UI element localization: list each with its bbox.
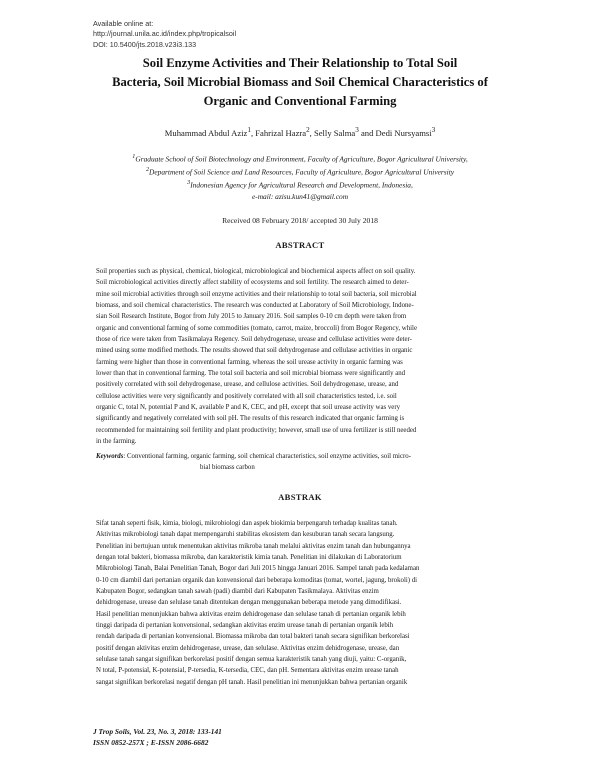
abstrak-heading: ABSTRAK xyxy=(278,492,322,502)
affiliation-text: Indonesian Agency for Agricultural Research and Development, Indonesia, xyxy=(190,180,413,190)
journal-url[interactable]: http://journal.unila.ac.id/index.php/tropicalsoil xyxy=(93,29,237,39)
abstrak-line: Sifat tanah seperti fisik, kimia, biologi, mikrobiologi dan aspek biokimia berpengaruh terhadap kualitas tanah. xyxy=(96,520,398,527)
abstract-body xyxy=(96,266,508,447)
abstract-line: positively correlated with soil dehydrogenase, urease, and cellulose activities. Soil dehydrogenase, urease, and xyxy=(96,381,399,389)
abstrak-line: Penelitian ini bertujuan untuk menentukan aktivitas mikroba tanah melalui aktivitas enzim tanah dan hubungannya xyxy=(96,542,411,550)
abstract-line: mined using some modified methods. The results showed that soil dehydrogenase and cellulase activities in organic xyxy=(96,347,413,355)
affiliations xyxy=(60,152,540,203)
abstract-line: in the farming. xyxy=(96,437,137,445)
abstract-line: organic C, total N, potential P and K, available P and K, CEC, and pH, except that soil urease activity was very xyxy=(96,403,401,411)
affiliation-text: Graduate School of Soil Biotechnology and Environment, Faculty of Agriculture, Bogor Agricultural University, xyxy=(135,154,468,164)
abstrak-body xyxy=(96,518,508,688)
abstract-line: significantly and negatively correlated with soil pH. The results of this research indicated that organic farming is xyxy=(96,415,405,423)
abstract-line: recommended for maintaining soil fertility and plant productivity; however, small use of urea fertilizer is still needed xyxy=(96,426,417,434)
title-line: Bacteria, Soil Microbial Biomass and Soil Chemical Characteristics of xyxy=(112,75,488,89)
abstrak-line: positif dengan aktivitas enzim dehidrogenase, urease, dan selulase. Aktivitas enzim dehidrogenase, urease, dan xyxy=(96,644,400,652)
abstrak-line: 0-10 cm diambil dari pertanian organik dan konvensional dari beberapa komoditas (tomat, wortel, jagung, brokoli) di xyxy=(96,576,418,584)
affiliation-line xyxy=(60,178,540,191)
abstrak-line: sangat signifikan berkorelasi negatif dengan pH tanah. Hasil penelitian ini menunjukkan bahwa pertanian organik xyxy=(96,678,408,686)
abstract-line: organic and conventional farming of some commodities (tomato, carrot, maize, broccoli) from Bogor Regency, while xyxy=(96,324,417,332)
keywords-text: : Conventional farming, organic farming, soil chemical characteristics, soil enzyme activities, soil micro- xyxy=(123,453,411,460)
abstract-line: Soil microbiological activities directly affect stability of ecosystems and soil fertility. The research aimed to deter- xyxy=(96,279,409,287)
received-accepted-dates: Received 08 February 2018/ accepted 30 July 2018 xyxy=(222,216,378,225)
author-affil-sup: 3 xyxy=(431,126,436,134)
abstract-heading: ABSTRACT xyxy=(275,240,325,250)
issn: ISSN 0852-257X ; E-ISSN 2086-6682 xyxy=(93,738,209,747)
abstrak-line: Mikrobiologi Tanah, Balai Penelitian Tanah, Bogor dari Juli 2015 hingga Januari 2016. Sampel tanah pada kedalaman xyxy=(96,565,420,573)
journal-footer xyxy=(93,726,222,748)
keywords-line xyxy=(96,451,508,462)
email-line: e-mail: azisu.kun41@gmail.com xyxy=(251,192,349,202)
author-separator: , xyxy=(309,127,314,138)
author-conjunction: and xyxy=(358,127,376,138)
abstract-line: biomass, and soil chemical characteristics. The research was conducted at Laboratory of Soil Microbiology, Indone- xyxy=(96,301,414,309)
abstrak-line: tinggi daripada di pertanian konvensional, sedangkan aktivitas enzim urease tanah di pertanian organik lebih xyxy=(96,621,394,629)
affiliation-sup: 1 xyxy=(132,154,136,160)
abstract-line: those of rice were taken from Tasikmalaya Regency. Soil dehydrogenase, urease and cellulase activities were deter- xyxy=(96,335,412,343)
keywords-continuation: bial biomass carbon xyxy=(200,464,255,471)
abstract-line: mine soil microbial activities through soil enzyme activities and their relationship to total soil bacteria, soil microbial xyxy=(96,290,417,298)
affiliation-sup: 2 xyxy=(145,167,150,174)
author-affil-sup: 2 xyxy=(306,126,310,134)
journal-citation: J Trop Soils, Vol. 23, No. 3, 2018: 133-141 xyxy=(93,727,222,736)
abstract-line: cellulose activities were very significantly and positively correlated with all soil characteristics tested, i.e. soil xyxy=(96,392,397,400)
keywords-label: Keywords xyxy=(96,453,124,460)
paper-title xyxy=(60,54,540,111)
abstrak-line: dengan total bakteri, biomassa mikroba, dan karakteristik kimia tanah. Penelitian ini dilakukan di Laboratorium xyxy=(96,553,402,561)
abstrak-line: Hasil penelitian menunjukkan bahwa aktivitas enzim dehidrogenase dan selulase tanah di pertanian organik lebih xyxy=(96,610,406,618)
abstrak-line: dehidrogenase, urease dan selulase tanah ditentukan dengan menggunakan beberapa metode yang dimodifikasi. xyxy=(96,599,402,607)
author-name: Fahrizal Hazra xyxy=(255,127,307,138)
author-list xyxy=(60,125,540,139)
doi: DOI: 10.5400/jts.2018.v23i3.133 xyxy=(93,39,197,49)
title-line: Organic and Conventional Farming xyxy=(203,94,397,108)
author-affil-sup: 1 xyxy=(247,126,251,134)
abstrak-line: Kabupaten Bogor, sedangkan tanah sawah (padi) diambil dari Kabupaten Tasikmalaya. Aktivitas enzim xyxy=(96,587,379,595)
author-name: Selly Salma xyxy=(313,127,356,138)
abstrak-line: selulase tanah sangat signifikan berkorelasi positif dengan semua karakteristik tanah yang diuji, yaitu: C-organik, xyxy=(96,655,407,663)
abstrak-line: Aktivitas mikrobiologi tanah dapat mempengaruhi stabilitas ekosistem dan kesuburan tanah secara langsung. xyxy=(96,531,395,539)
affiliation-sup: 3 xyxy=(187,180,191,187)
keywords xyxy=(96,451,508,473)
author-name: Muhammad Abdul Aziz xyxy=(164,127,248,138)
affiliation-line xyxy=(60,152,540,165)
abstract-line: lower than that in conventional farming. The total soil bacteria and soil microbial biomass were significantly and xyxy=(96,369,406,377)
journal-header xyxy=(93,19,236,50)
abstract-line: sian Soil Research Institute, Bogor from July 2015 to January 2016. Soil samples 0-10 cm depth were taken from xyxy=(96,313,407,321)
affiliation-line xyxy=(60,165,540,178)
affiliation-text: Department of Soil Science and Land Resources, Faculty of Agriculture, Bogor Agricultural University xyxy=(149,167,455,177)
author-affil-sup: 3 xyxy=(355,126,359,134)
author-separator: , xyxy=(250,127,256,138)
title-line: Soil Enzyme Activities and Their Relationship to Total Soil xyxy=(142,56,458,70)
availability-note: Available online at: xyxy=(93,19,154,28)
abstrak-line: N total, P-potensial, K-potensial, P-tersedia, K-tersedia, CEC, dan pH. Sementara aktivitas enzim urease tanah xyxy=(96,667,399,675)
abstract-line: farming were higher than those in conventional farming, whereas the soil urease activity in organic farming was xyxy=(96,358,403,366)
abstrak-line: rendah daripada di pertanian konvensional. Biomassa mikroba dan total bakteri tanah secara signifikan berkorelasi xyxy=(96,633,410,641)
author-name: Dedi Nursyamsi xyxy=(375,127,432,138)
abstract-line: Soil properties such as physical, chemical, biological, microbiological and biochemical aspects affect on soil quality. xyxy=(96,268,416,275)
